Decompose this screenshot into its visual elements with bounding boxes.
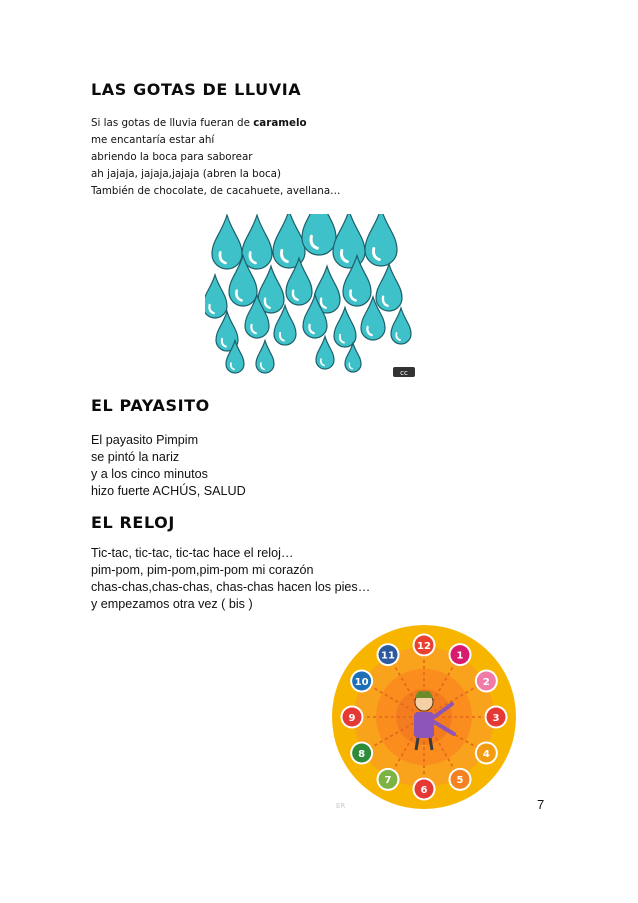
page-number: 7 [537, 797, 545, 812]
clock-number: 8 [358, 748, 366, 760]
rain-drop [256, 341, 274, 373]
poem-line-text: hizo fuerte ACHÚS, SALUD [91, 484, 246, 498]
rain-drop [212, 215, 242, 269]
rain-drop [391, 308, 411, 344]
poem-line-text: pim-pom, pim-pom,pim-pom mi corazón [91, 563, 314, 577]
rain-drop [273, 214, 305, 268]
title-el-payasito: EL PAYASITO [91, 396, 210, 415]
title-el-reloj: EL RELOJ [91, 513, 175, 532]
rain-drop [333, 214, 365, 268]
clock-number: 2 [482, 676, 490, 688]
poem-el-reloj [91, 545, 370, 613]
poem-line-text: ah jajaja, jajaja,jajaja (abren la boca) [91, 168, 282, 180]
poem-line [91, 183, 340, 200]
clock-number: 1 [456, 650, 464, 662]
title-gotas-de-lluvia: LAS GOTAS DE LLUVIA [91, 80, 302, 99]
poem-line-text: abriendo la boca para saborear [91, 151, 253, 163]
clock-illustration [330, 622, 518, 812]
poem-line [91, 483, 246, 500]
clock-number: 12 [417, 640, 431, 652]
clock-watermark: ER [336, 802, 346, 810]
poem-line-text: y a los cinco minutos [91, 467, 208, 481]
clock-number: 10 [354, 676, 369, 688]
poem-line-text: El payasito Pimpim [91, 433, 199, 447]
poem-line [91, 449, 246, 466]
poem-line [91, 149, 340, 166]
clock-number: 4 [482, 748, 490, 760]
rain-drops-illustration [205, 214, 417, 379]
rain-drop [302, 214, 336, 255]
clock-figure-leg [430, 738, 432, 750]
rain-drop [376, 264, 402, 311]
rain-drop [316, 337, 334, 369]
poem-line [91, 596, 370, 613]
clock-figure-leg [416, 738, 418, 750]
poem-line-text: chas-chas,chas-chas, chas-chas hacen los pies… [91, 580, 371, 594]
poem-line [91, 545, 370, 562]
clock-number: 6 [420, 784, 428, 796]
poem-line-text: Si las gotas de lluvia fueran de [91, 117, 254, 129]
poem-line [91, 132, 340, 149]
poem-line-text: me encantaría estar ahí [91, 134, 215, 146]
poem-line [91, 432, 246, 449]
license-badge-text: cc [400, 369, 408, 377]
poem-line-text: También de chocolate, de cacahuete, avellana… [91, 185, 341, 197]
poem-line-text: y empezamos otra vez ( bis ) [91, 597, 253, 611]
poem-line [91, 466, 246, 483]
rain-drop [205, 275, 227, 318]
poem-line [91, 562, 370, 579]
poem-line [91, 166, 340, 183]
clock-number: 7 [384, 775, 392, 787]
clock-figure-body [414, 712, 434, 738]
clock-number: 5 [456, 775, 464, 787]
poem-el-payasito [91, 432, 246, 500]
poem-line-bold: caramelo [253, 117, 307, 129]
rain-drop [345, 343, 361, 372]
clock-number: 9 [348, 712, 356, 724]
clock-number: 3 [492, 712, 500, 724]
rain-drop [334, 307, 356, 347]
clock-number: 11 [381, 650, 395, 662]
poem-line-text: se pintó la nariz [91, 450, 180, 464]
poem-line-text: Tic-tac, tic-tac, tic-tac hace el reloj… [91, 546, 294, 560]
rain-drop [242, 215, 272, 269]
rain-drop [365, 214, 397, 266]
poem-line [91, 115, 340, 132]
poem-gotas-de-lluvia [91, 115, 340, 200]
poem-line [91, 579, 370, 596]
